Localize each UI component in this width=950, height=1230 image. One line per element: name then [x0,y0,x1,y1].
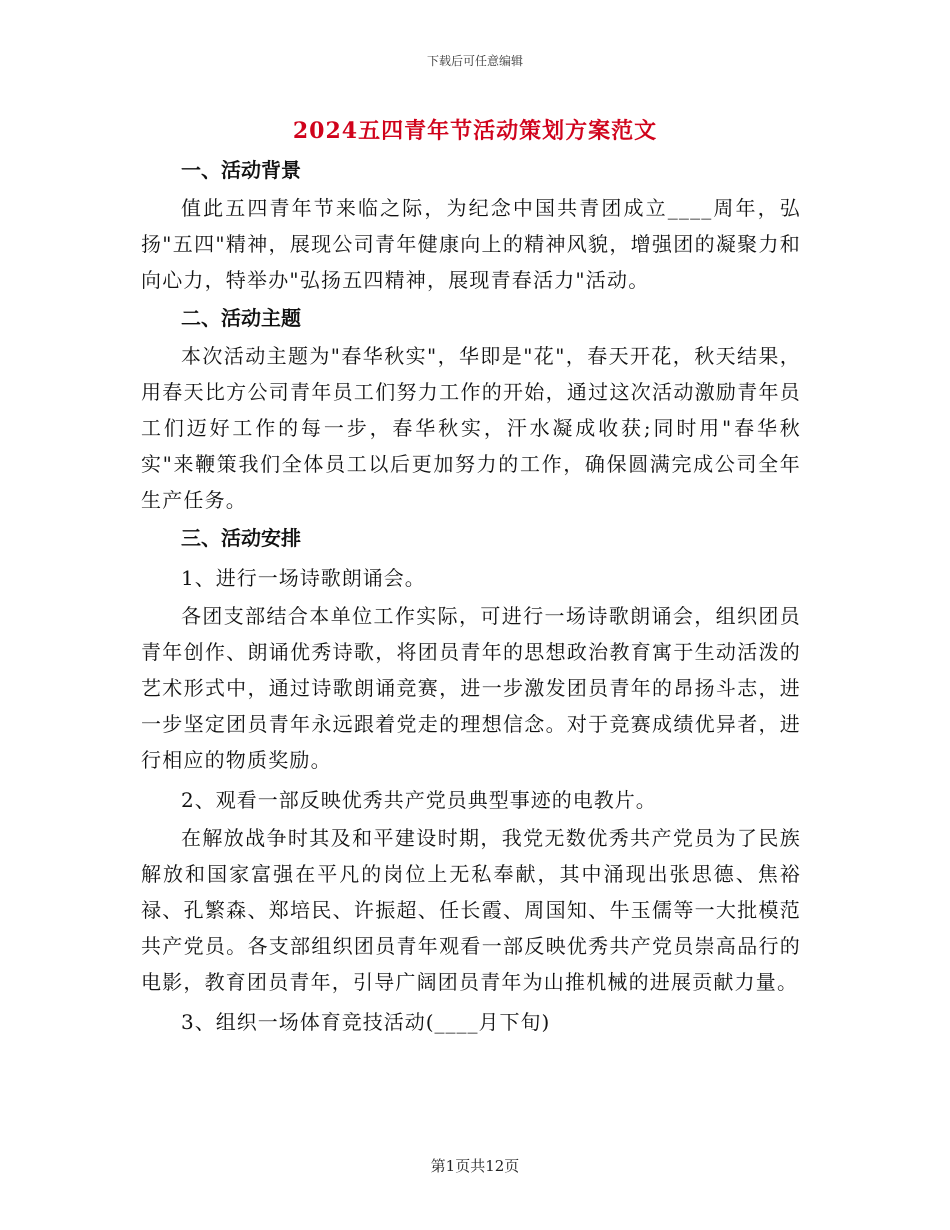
page-footer: 第1页共12页 [430,1157,520,1175]
section-heading-arrangement: 三、活动安排 [181,526,301,550]
list-item-film: 2、观看一部反映优秀共产党员典型事迹的电教片。 [181,788,657,812]
paragraph-theme: 本次活动主题为"春华秋实"，华即是"花"，春天开花，秋天结果，用春天比方公司青年员工们努力工作的开始，通过这次活动激励青年员工们迈好工作的每一步，春华秋实，汗水凝成收获;同时用"春华秋实"来鞭策我们全体员工以后更加努力的工作，确保圆满完成公司全年生产任务。 [141,344,801,512]
list-item-poetry: 1、进行一场诗歌朗诵会。 [181,566,426,590]
paragraph-poetry: 各团支部结合本单位工作实际，可进行一场诗歌朗诵会，组织团员青年创作、朗诵优秀诗歌，将团员青年的思想政治教育寓于生动活泼的艺术形式中，通过诗歌朗诵竞赛，进一步激发团员青年的昂扬斗志，进一步坚定团员青年永远跟着党走的理想信念。对于竞赛成绩优异者，进行相应的物质奖励。 [141,604,801,772]
section-heading-background: 一、活动背景 [181,158,301,182]
list-item-sports: 3、组织一场体育竞技活动(____月下旬) [181,1010,551,1034]
section-heading-theme: 二、活动主题 [181,306,301,330]
document-title: 2024五四青年节活动策划方案范文 [292,118,658,144]
paragraph-film: 在解放战争时其及和平建设时期，我党无数优秀共产党员为了民族解放和国家富强在平凡的岗位上无私奉献，其中涌现出张思德、焦裕禄、孔繁森、郑培民、许振超、任长霞、周国知、牛玉儒等一大批模范共产党员。各支部组织团员青年观看一部反映优秀共产党员崇高品行的电影，教育团员青年，引导广阔团员青年为山推机械的进展贡献力量。 [141,826,801,994]
paragraph-background: 值此五四青年节来临之际，为纪念中国共青团成立____周年，弘扬"五四"精神，展现公司青年健康向上的精神风貌，增强团的凝聚力和向心力，特举办"弘扬五四精神，展现青春活力"活动。 [141,196,801,292]
document-body [141,150,801,1042]
header-note: 下载后可任意编辑 [426,54,523,68]
